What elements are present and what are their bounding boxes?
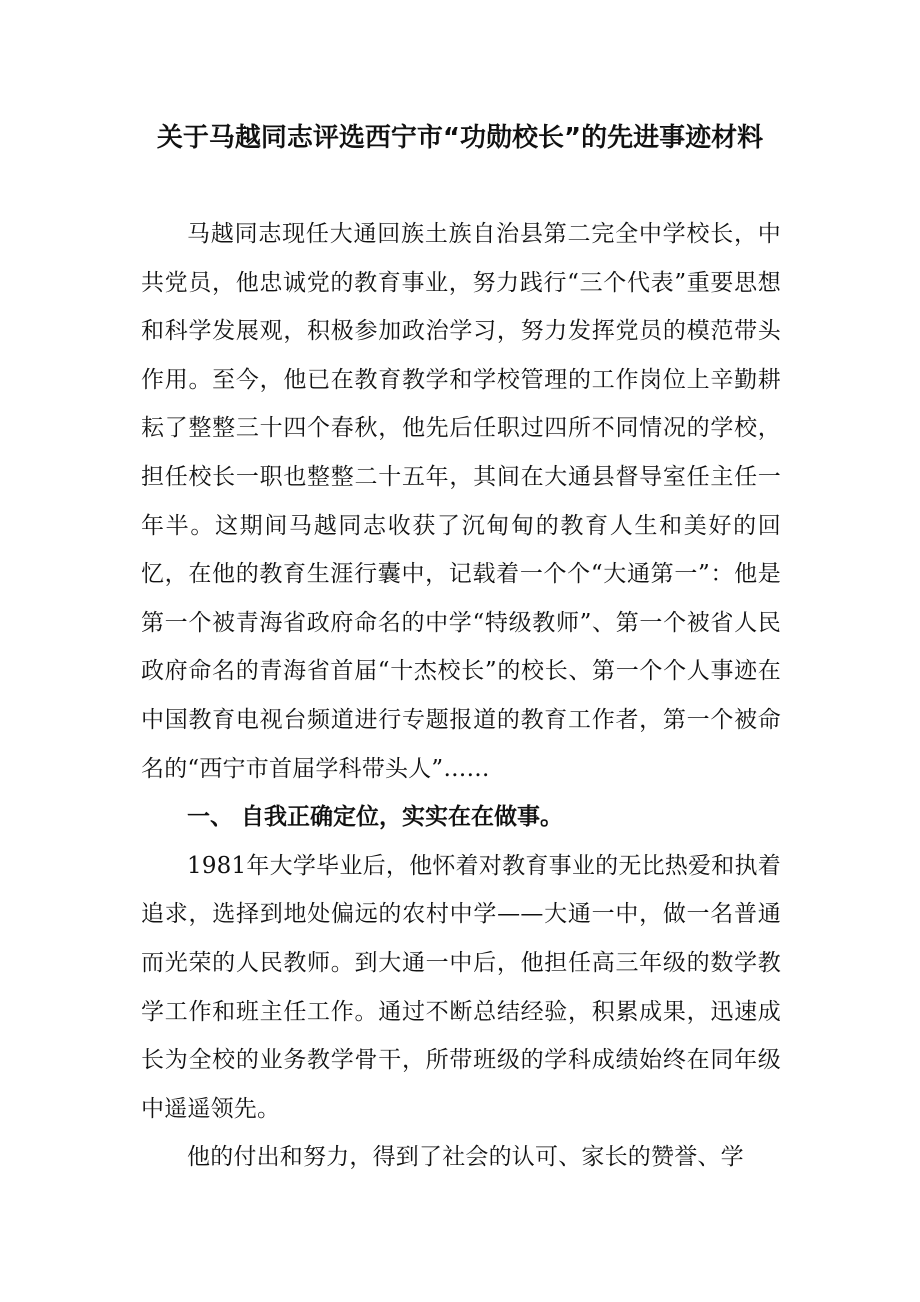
- section-heading: 一、 自我正确定位，实实在在做事。: [187, 804, 564, 831]
- document-body: [141, 210, 781, 1182]
- section-paragraph: 1981年大学毕业后，他怀着对教育事业的无比热爱和执着追求，选择到地处偏远的农村中学——大通一中，做一名普通而光荣的人民教师。到大通一中后，他担任高三年级的数学教学工作和班主任工作。通过不断总结经验，积累成果，迅速成长为全校的业务教学骨干，所带班级的学科成绩始终在同年级中遥遥领先。: [141, 852, 781, 1122]
- document-title: 关于马越同志评选西宁市“功勋校长”的先进事迹材料: [156, 123, 764, 153]
- intro-paragraph: 马越同志现任大通回族土族自治县第二完全中学校长，中共党员，他忠诚党的教育事业，努力践行“三个代表”重要思想和科学发展观，积极参加政治学习，努力发挥党员的模范带头作用。至今，他已在教育教学和学校管理的工作岗位上辛勤耕耘了整整三十四个春秋，他先后任职过四所不同情况的学校，担任校长一职也整整二十五年，其间在大通县督导室任主任一年半。这期间马越同志收获了沉甸甸的教育人生和美好的回忆，在他的教育生涯行囊中，记载着一个个“大通第一”：他是第一个被青海省政府命名的中学“特级教师”、第一个被省人民政府命名的青海省首届“十杰校长”的校长、第一个个人事迹在中国教育电视台频道进行专题报道的教育工作者，第一个被命名的“西宁市首届学科带头人”……: [141, 221, 781, 782]
- section-paragraph: 他的付出和努力，得到了社会的认可、家长的赞誉、学: [187, 1144, 744, 1171]
